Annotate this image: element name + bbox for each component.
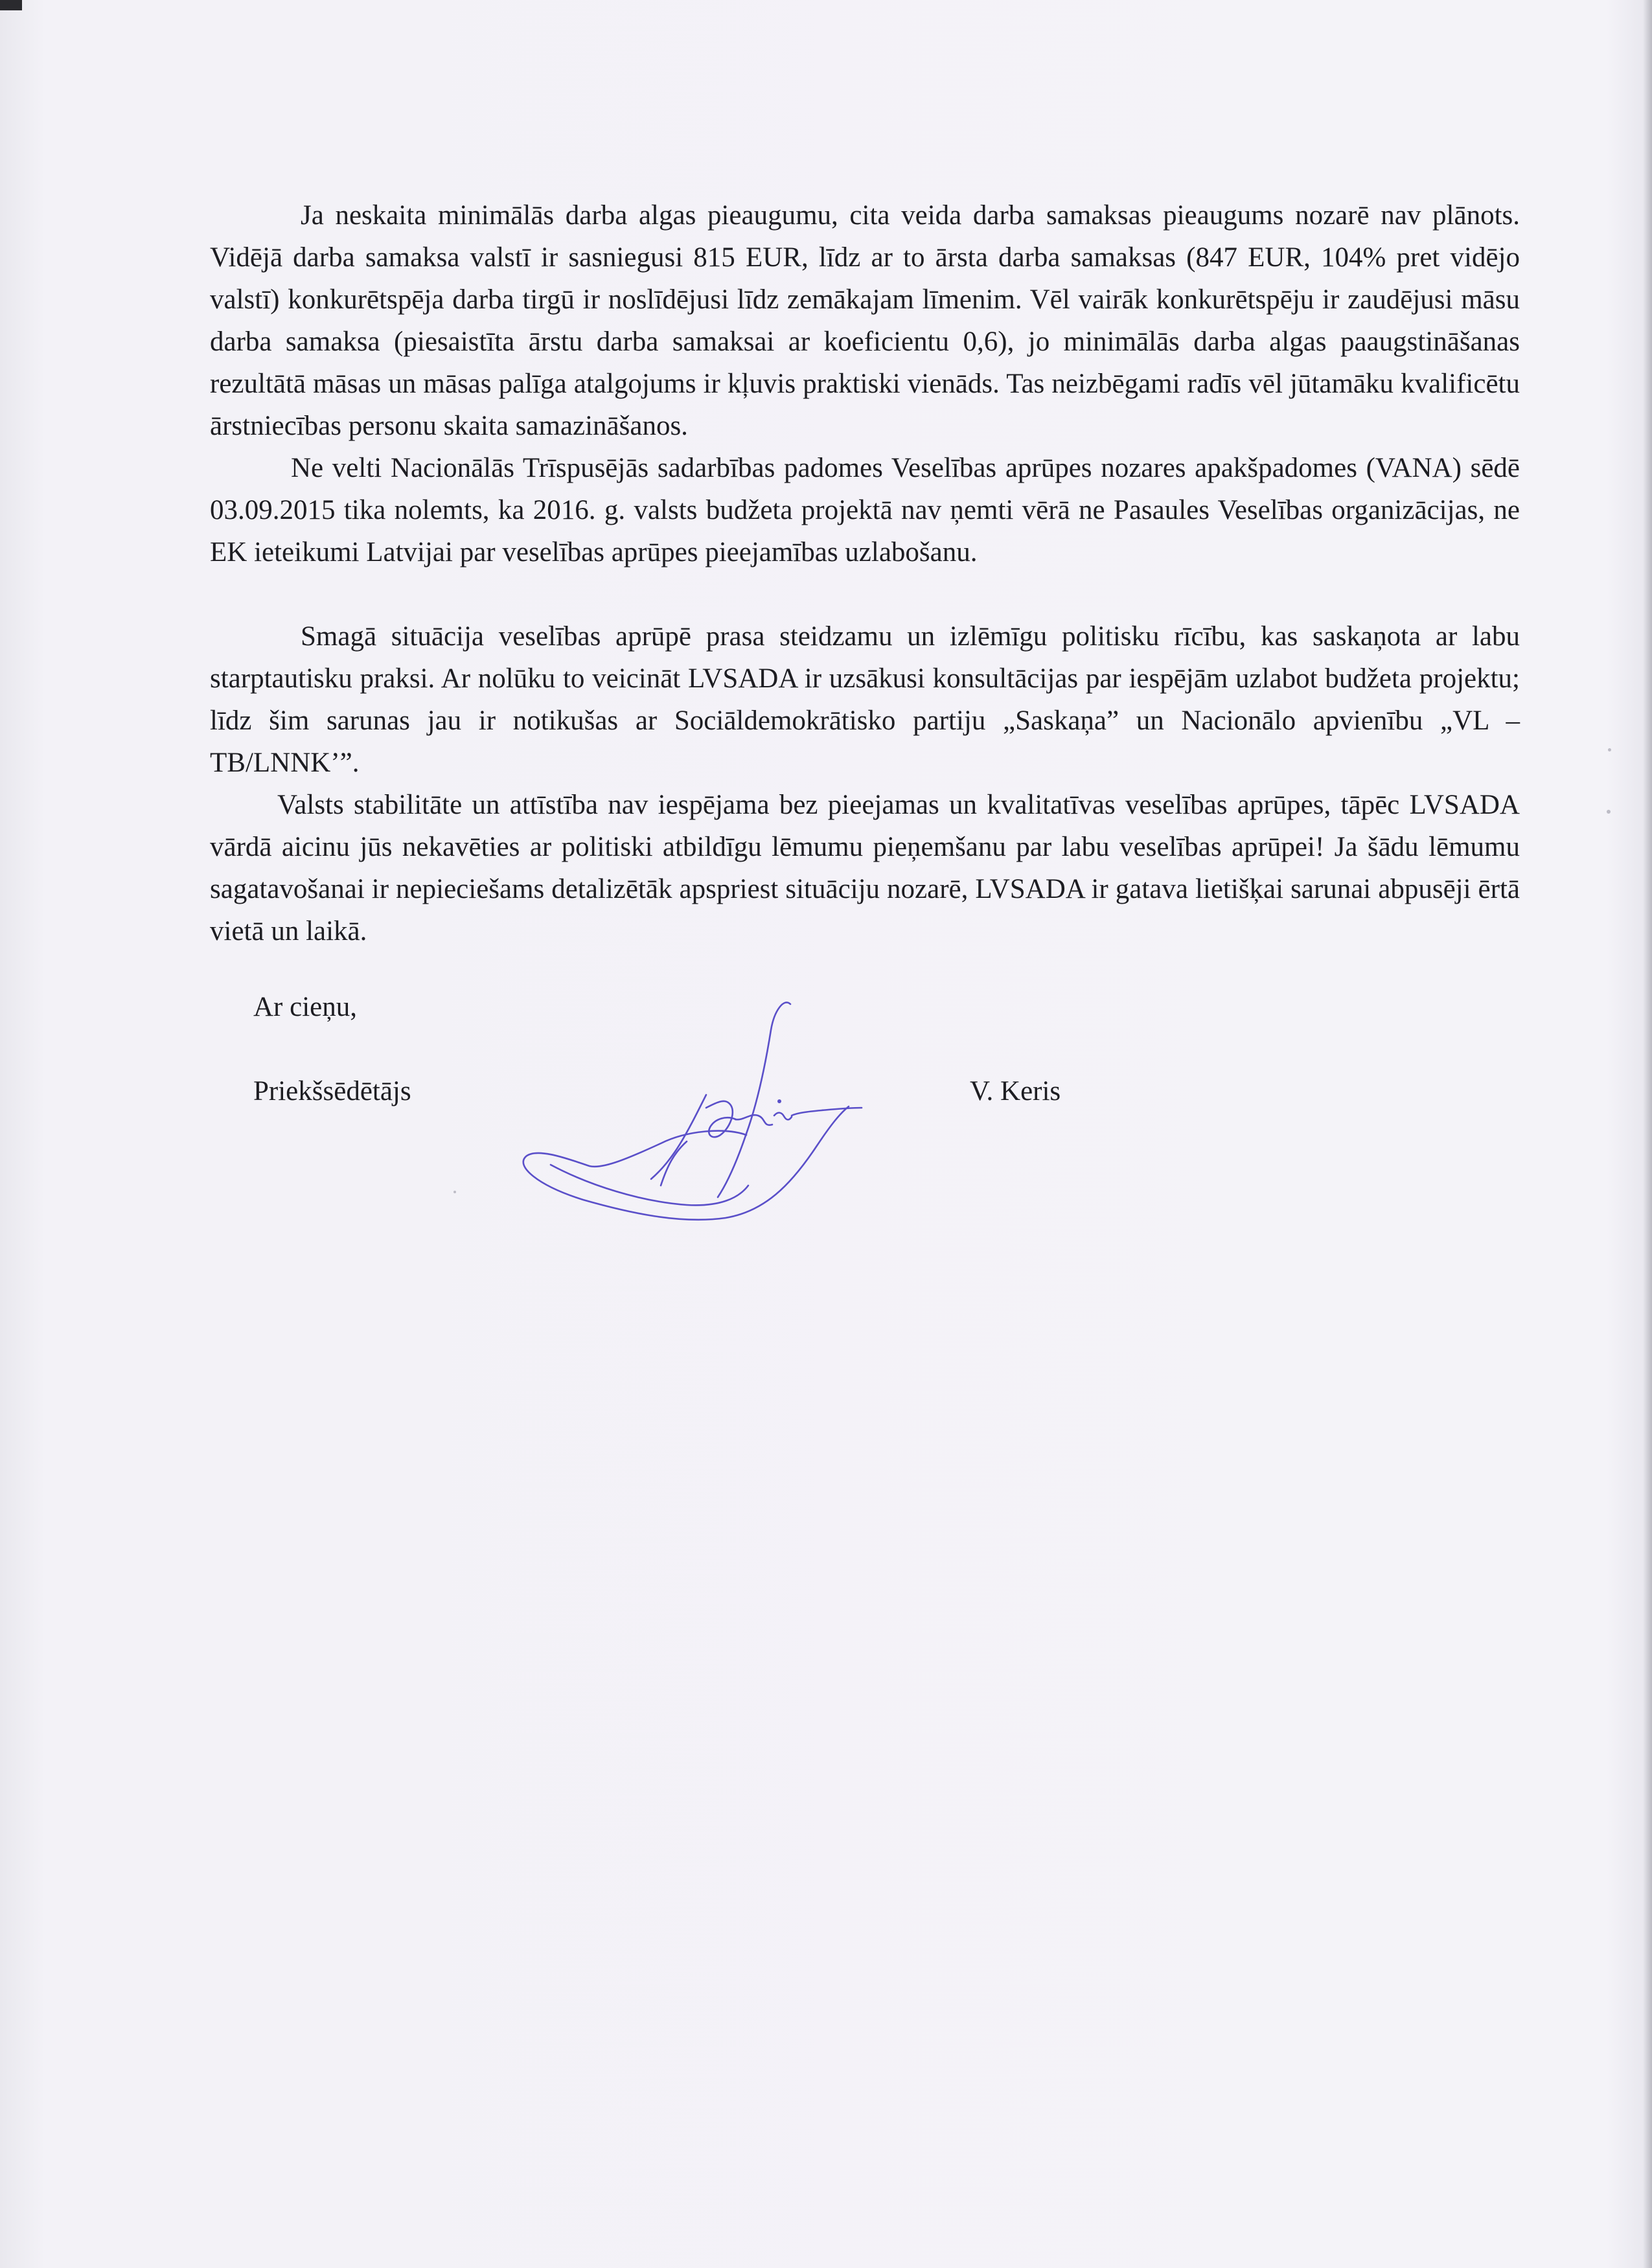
scan-corner-shadow — [0, 0, 22, 10]
paragraph-spacer — [210, 573, 1520, 615]
scan-speck — [453, 1191, 456, 1193]
scan-speck — [1608, 748, 1611, 751]
signer-title: Priekšsēdētājs — [253, 1076, 411, 1106]
closing-salutation: Ar cieņu, — [253, 992, 357, 1022]
paragraph-political-action: Smagā situācija veselības aprūpē prasa steidzamu un izlēmīgu politisku rīcību, kas saskaņota ar labu starptautisku praksi. Ar nolūku to veicināt LVSADA ir uzsākusi konsultācijas par iespējām uzlabot budžeta projektu; līdz šim sarunas jau ir notikušas ar Sociāldemokrātisko partiju „Saskaņa” un Nacionālo apvienību „VL – TB/LNNK’”. — [210, 621, 1520, 778]
paragraph-salary-growth: Ja neskaita minimālās darba algas pieaugumu, cita veida darba samaksas pieaugums nozarē nav plānots. Vidējā darba samaksa valstī ir sasniegusi 815 EUR, līdz ar to ārsta darba samaksas (847 EUR, 104% pret vidējo valstī) konkurētspēja darba tirgū ir noslīdējusi līdz zemākajam līmenim. Vēl vairāk konkurētspēju ir zaudējusi māsu darba samaksa (piesaistīta ārstu darba samaksai ar koeficientu 0,6), jo minimālās darba algas paaugstināšanas rezultātā māsas un māsas palīga atalgojums ir kļuvis praktiski vienāds. Tas neizbēgami radīs vēl jūtamāku kvalificētu ārstniecības personu skaita samazināšanos. — [210, 200, 1520, 441]
letter-body — [210, 194, 1520, 952]
handwritten-signature — [512, 991, 875, 1237]
scan-speck — [1607, 810, 1611, 814]
paragraph-vana-decision: Ne velti Nacionālās Trīspusējās sadarbības padomes Veselības aprūpes nozares apakšpadomes (VANA) sēdē 03.09.2015 tika nolemts, ka 2016. g. valsts budžeta projektā nav ņemti vērā ne Pasaules Veselības organizācijas, ne EK ieteikumi Latvijai par veselības aprūpes pieejamības uzlabošanu. — [210, 453, 1520, 567]
paragraph-appeal: Valsts stabilitāte un attīstība nav iespējama bez pieejamas un kvalitatīvas veselības aprūpes, tāpēc LVSADA vārdā aicinu jūs nekavēties ar politiski atbildīgu lēmumu pieņemšanu par labu veselības aprūpei! Ja šādu lēmumu sagatavošanai ir nepieciešams detalizētāk apspriest situāciju nozarē, LVSADA ir gatava lietišķai sarunai abpusēji ērtā vietā un laikā. — [210, 790, 1520, 946]
scan-edge-shadow — [1643, 0, 1652, 2268]
signer-name: V. Keris — [970, 1076, 1061, 1106]
